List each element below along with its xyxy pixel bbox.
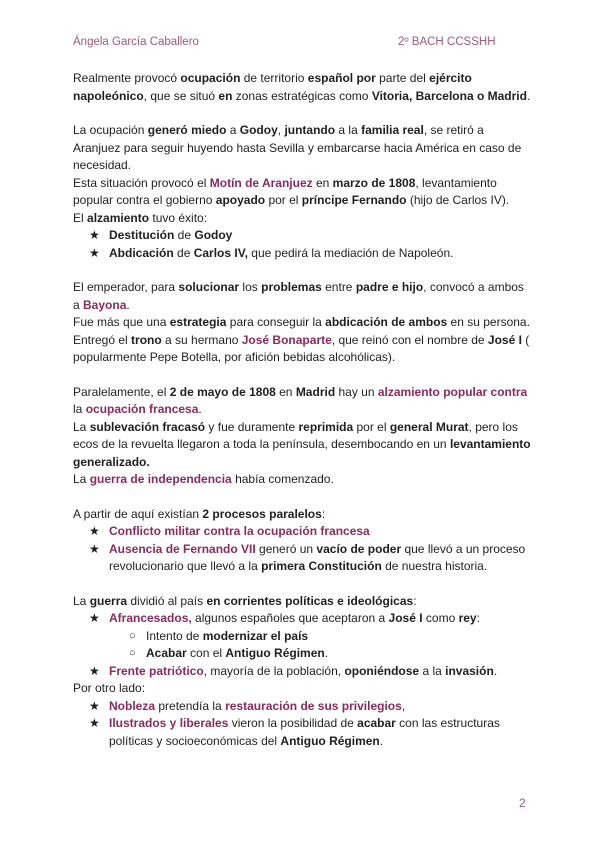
page-number: 2 xyxy=(519,796,526,810)
list-item: ★ Nobleza pretendía la restauración de sus privilegios, xyxy=(89,698,533,716)
sublist-item: ○ Intento de modernizar el país xyxy=(129,628,533,646)
header-course: 2º BACH CCSSHH xyxy=(398,36,496,48)
paragraph-dos-de-mayo: Paralelamente, el 2 de mayo de 1808 en Madrid hay un alzamiento popular contra la ocupación francesa. xyxy=(73,384,528,416)
list-results xyxy=(73,227,533,262)
list-item: ★ Ilustrados y liberales vieron la posibilidad de acabar con las estructuras políticas y socioeconómicas del Antiguo Régimen. xyxy=(89,715,533,750)
list-item: ★ Abdicación de Carlos IV, que pedirá la mediación de Napoleón. xyxy=(89,245,533,263)
paragraph-jose-bonaparte: Entregó el trono a su hermano José Bonaparte, que reinó con el nombre de José I ( popularmente Pepe Botella, por afición bebidas alcohólicas). xyxy=(73,332,530,364)
list-procesos xyxy=(73,523,533,576)
paragraph-ocupacion: Realmente provocó ocupación de territorio español por parte del ejército napoleónico, que se situó en zonas estratégicas como Vitoria, Barcelona o Madrid. xyxy=(73,71,531,103)
list-item: ★ Destitución de Godoy xyxy=(89,227,533,245)
paragraph-motin: Esta situación provocó el Motín de Aranjuez en marzo de 1808, levantamiento popular contra el gobierno apoyado por el príncipe Fernando (hijo de Carlos IV). xyxy=(73,175,510,207)
list-item: ★ Afrancesados, algunos españoles que aceptaron a José I como rey: ○ Intento de modernizar el país ○ Acabar con el Antiguo Régimen. xyxy=(89,610,533,663)
sublist-item: ○ Acabar con el Antiguo Régimen. xyxy=(129,645,533,663)
paragraph-otro-lado: Por otro lado: xyxy=(73,681,146,695)
document-body xyxy=(73,70,533,750)
paragraph-alzamiento: El alzamiento tuvo éxito: xyxy=(73,210,208,225)
list-corrientes xyxy=(73,610,533,680)
paragraph-corrientes: La guerra dividió al país en corrientes políticas e ideológicas: xyxy=(73,593,417,608)
paragraph-guerra-independencia: La guerra de independencia había comenzado. xyxy=(73,472,334,486)
paragraph-godoy: La ocupación generó miedo a Godoy, juntando a la familia real, se retiró a Aranjuez para seguir huyendo hasta Sevilla y embarcarse hacia América en caso de necesidad. xyxy=(73,123,522,172)
list-otro-lado xyxy=(73,698,533,751)
paragraph-procesos: A partir de aquí existían 2 procesos paralelos: xyxy=(73,506,326,521)
sublist-afrancesados xyxy=(109,628,533,663)
paragraph-bayona: El emperador, para solucionar los problemas entre padre e hijo, convocó a ambos a Bayona. xyxy=(73,280,524,312)
list-item: ★ Ausencia de Fernando VII generó un vacío de poder que llevó a un proceso revolucionario que llevó a la primera Constitución de nuestra historia. xyxy=(89,541,533,576)
list-item: ★ Frente patriótico, mayoría de la población, oponiéndose a la invasión. xyxy=(89,663,533,681)
paragraph-estrategia: Fue más que una estrategia para conseguir la abdicación de ambos en su persona. xyxy=(73,315,530,329)
list-item: ★ Conflicto militar contra la ocupación francesa xyxy=(89,523,533,541)
paragraph-sublevacion: La sublevación fracasó y fue duramente reprimida por el general Murat, pero los ecos de la revuelta llegaron a toda la península, desembocando en un levantamiento generalizado. xyxy=(73,419,531,469)
header-author: Ángela García Caballero xyxy=(73,36,199,48)
